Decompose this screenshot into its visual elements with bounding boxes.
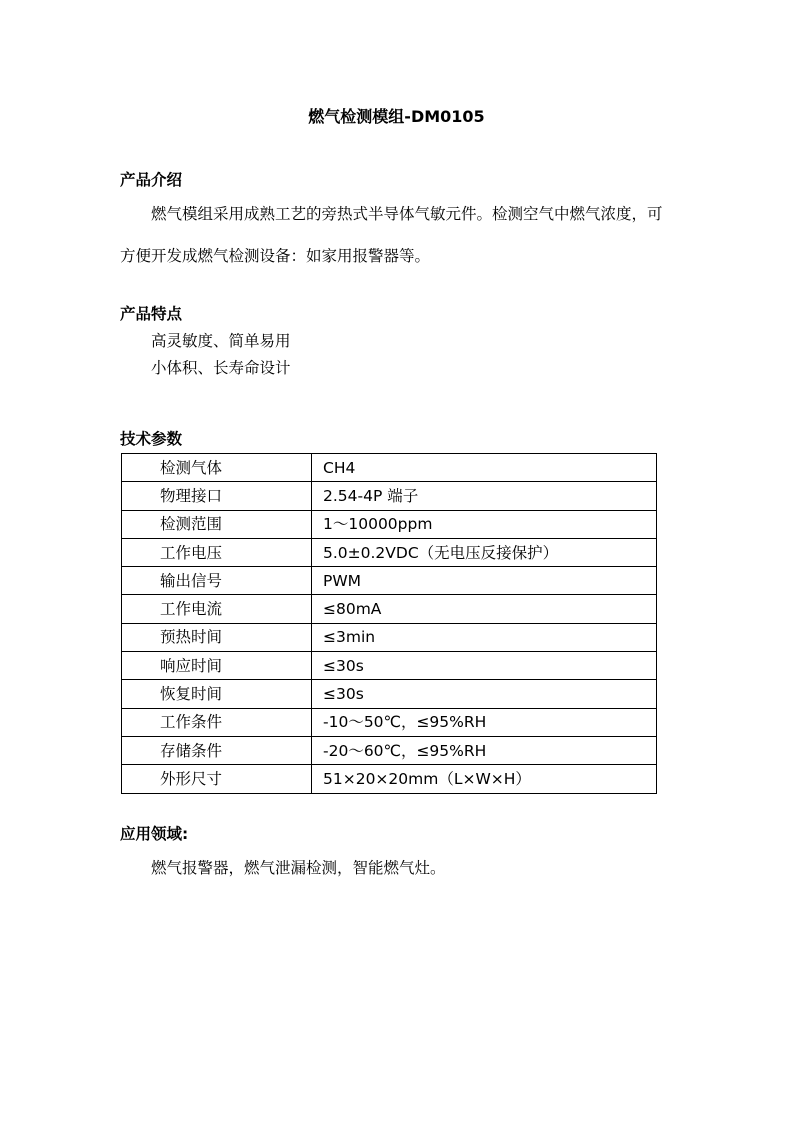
table-row	[122, 595, 657, 623]
spec-name: 检测气体	[122, 454, 312, 482]
spec-value: ≤30s	[312, 652, 657, 680]
spec-value: ≤3min	[312, 623, 657, 651]
spec-value: -10～50℃，≤95%RH	[312, 708, 657, 736]
spec-name: 输出信号	[122, 567, 312, 595]
spec-value: ≤30s	[312, 680, 657, 708]
table-row	[122, 623, 657, 651]
intro-heading: 产品介绍	[120, 171, 183, 189]
intro-line-2: 方便开发成燃气检测设备：如家用报警器等。	[120, 247, 431, 265]
document-title: 燃气检测模组-DM0105	[308, 107, 485, 126]
spec-value: 51×20×20mm（L×W×H）	[312, 765, 657, 793]
specs-table	[121, 453, 657, 794]
table-row	[122, 510, 657, 538]
spec-name: 检测范围	[122, 510, 312, 538]
feature-item-1: 高灵敏度、简单易用	[151, 332, 291, 350]
specs-heading: 技术参数	[120, 430, 183, 448]
spec-name: 存储条件	[122, 736, 312, 764]
applications-text: 燃气报警器，燃气泄漏检测，智能燃气灶。	[151, 859, 446, 877]
table-row	[122, 680, 657, 708]
spec-name: 工作电流	[122, 595, 312, 623]
features-heading: 产品特点	[120, 305, 183, 323]
table-row	[122, 482, 657, 510]
spec-name: 工作电压	[122, 538, 312, 566]
table-row	[122, 454, 657, 482]
spec-name: 外形尺寸	[122, 765, 312, 793]
table-row	[122, 652, 657, 680]
feature-item-2: 小体积、长寿命设计	[151, 359, 291, 377]
spec-name: 恢复时间	[122, 680, 312, 708]
applications-heading: 应用领域:	[120, 825, 189, 843]
table-row	[122, 538, 657, 566]
table-row	[122, 708, 657, 736]
spec-value: 2.54-4P 端子	[312, 482, 657, 510]
intro-line-1: 燃气模组采用成熟工艺的旁热式半导体气敏元件。检测空气中燃气浓度，可	[151, 205, 663, 223]
spec-name: 响应时间	[122, 652, 312, 680]
spec-name: 物理接口	[122, 482, 312, 510]
spec-value: PWM	[312, 567, 657, 595]
table-row	[122, 567, 657, 595]
table-row	[122, 736, 657, 764]
spec-value: ≤80mA	[312, 595, 657, 623]
spec-value: -20～60℃，≤95%RH	[312, 736, 657, 764]
spec-value: 1～10000ppm	[312, 510, 657, 538]
table-row	[122, 765, 657, 793]
spec-value: 5.0±0.2VDC（无电压反接保护）	[312, 538, 657, 566]
spec-name: 工作条件	[122, 708, 312, 736]
spec-name: 预热时间	[122, 623, 312, 651]
spec-value: CH4	[312, 454, 657, 482]
